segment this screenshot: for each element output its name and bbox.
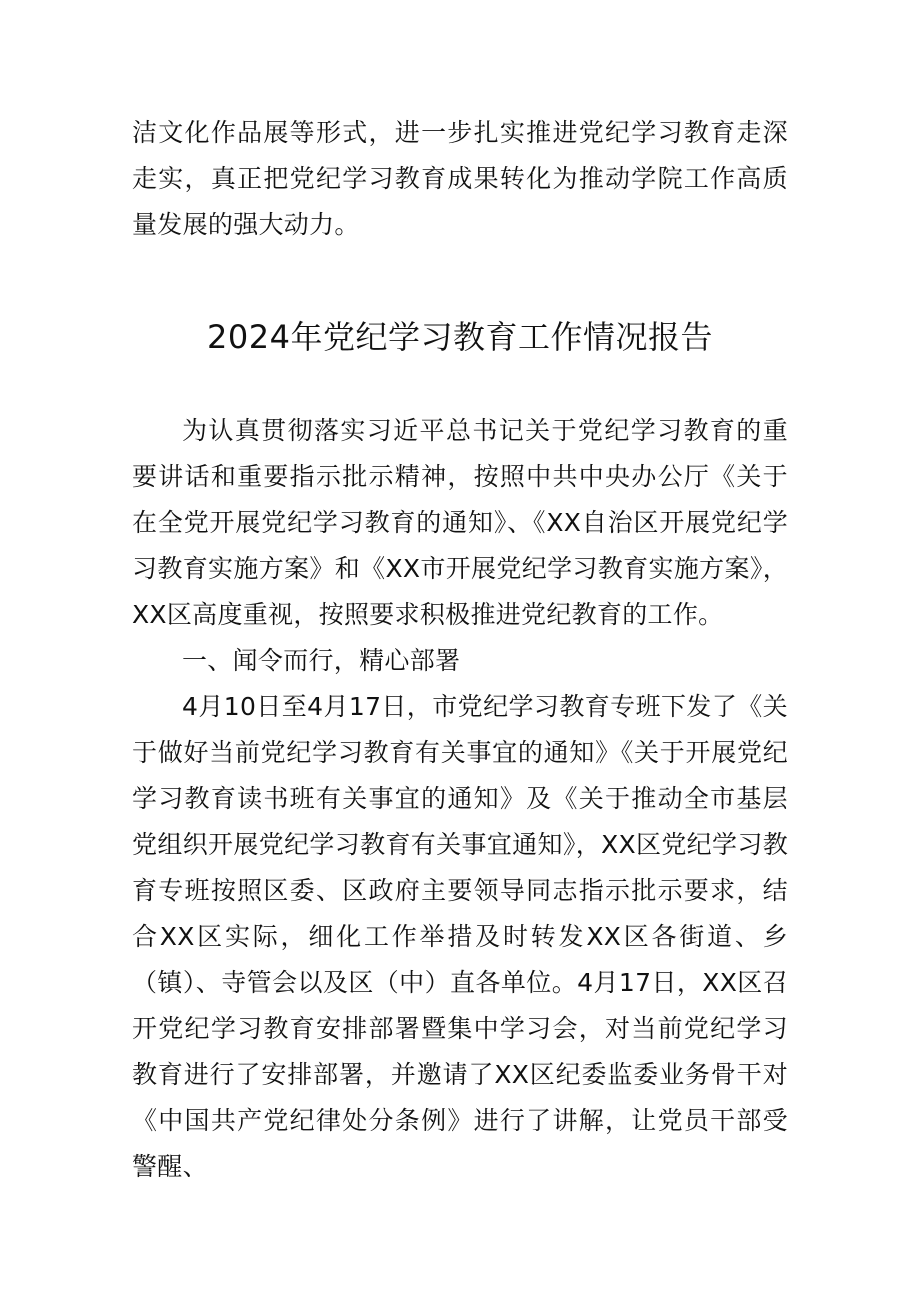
- intro-paragraph: 为认真贯彻落实习近平总书记关于党纪学习教育的重要讲话和重要指示批示精神，按照中共中央办公厅《关于在全党开展党纪学习教育的通知》、《XX自治区开展党纪学习教育实施方案》和《XX市开展党纪学习教育实施方案》，XX区高度重视，按照要求积极推进党纪教育的工作。: [132, 416, 788, 629]
- section-paragraph: 4月10日至4月17日，市党纪学习教育专班下发了《关于做好当前党纪学习教育有关事宜的通知》《关于开展党纪学习教育读书班有关事宜的通知》及《关于推动全市基层党组织开展党纪学习教育有关事宜通知》，XX区党纪学习教育专班按照区委、区政府主要领导同志指示批示要求，结合XX区实际，细化工作举措及时转发XX区各街道、乡（镇）、寺管会以及区（中）直各单位。4月17日，XX区召开党纪学习教育安排部署暨集中学习会，对当前党纪学习教育进行了安排部署，并邀请了XX区纪委监委业务骨干对《中国共产党纪律处分条例》进行了讲解，让党员干部受警醒、: [132, 692, 788, 1181]
- document-title: 2024年党纪学习教育工作情况报告: [207, 318, 713, 356]
- continuation-paragraph: 洁文化作品展等形式，进一步扎实推进党纪学习教育走深走实，真正把党纪学习教育成果转化为推动学院工作高质量发展的强大动力。: [132, 118, 788, 239]
- section-heading: 一、闻令而行，精心部署: [182, 646, 461, 675]
